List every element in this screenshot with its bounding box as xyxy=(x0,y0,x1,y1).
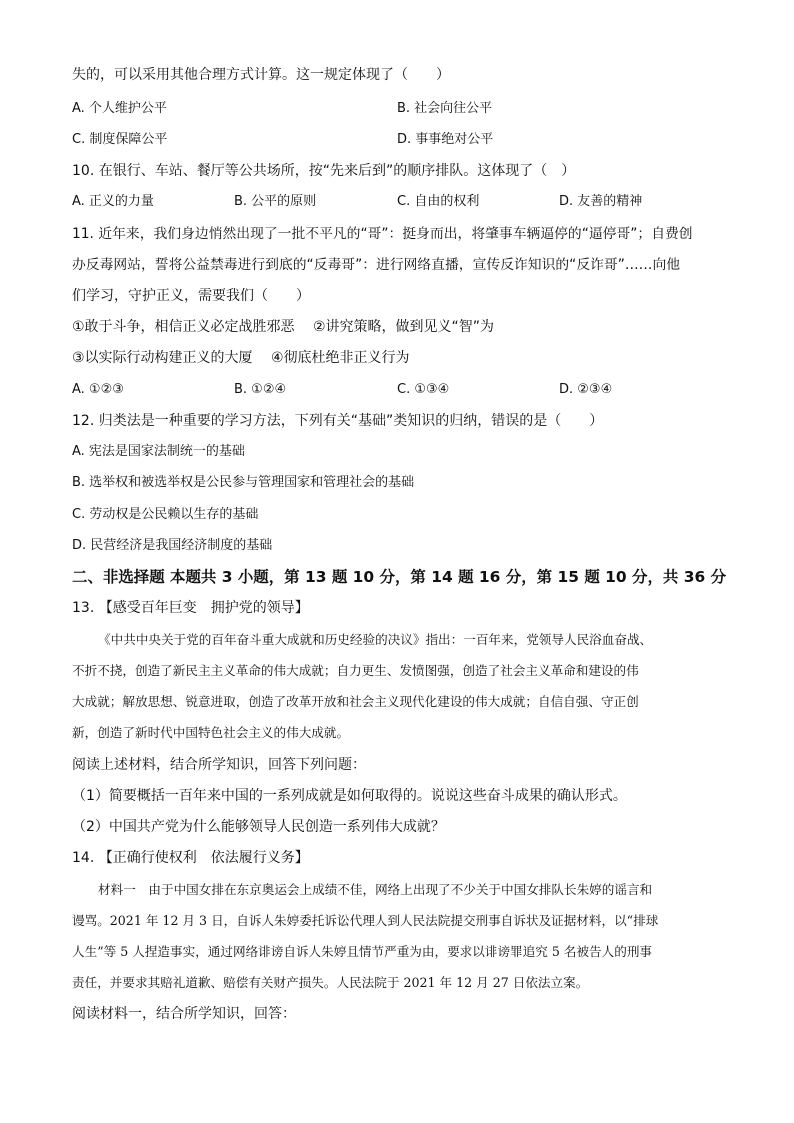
q9-stem-tail: 失的，可以采用其他合理方式计算。这一规定体现了（ ） xyxy=(72,67,450,83)
q14-material-line: 材料一 由于中国女排在东京奥运会上成绩不佳，网络上出现了不少关于中国女排队长朱婷的谣言和 xyxy=(98,882,653,897)
q9-option-b: B. 社会向往公平 xyxy=(397,101,493,116)
q14-material-line: 责任，并要求其赔礼道歉、赔偿有关财产损失。人民法院于 2021 年 12 月 27 日依法立案。 xyxy=(72,975,589,990)
q11-option-a: A. ①②③ xyxy=(72,382,124,397)
q13-material-line: 新，创造了新时代中国特色社会主义的伟大成就。 xyxy=(72,725,350,740)
q11-stem-line: 们学习，守护正义，需要我们（ ） xyxy=(72,288,310,304)
q13-material-line: 不折不挠，创造了新民主主义革命的伟大成就；自力更生、发愤图强，创造了社会主义革命和建设的伟 xyxy=(72,663,639,678)
q13-material-line: 《中共中央关于党的百年奋斗重大成就和历史经验的决议》指出：一百年来，党领导人民浴血奋战、 xyxy=(98,632,653,647)
q11-statement: ③以实际行动构建正义的大厦 ④彻底杜绝非正义行为 xyxy=(72,350,410,366)
q13-material-line: 大成就；解放思想、锐意进取，创造了改革开放和社会主义现代化建设的伟大成就；自信自强、守正创 xyxy=(72,694,639,709)
q13-prompt: 阅读上述材料，结合所学知识，回答下列问题： xyxy=(72,757,366,773)
q12-option-c: C. 劳动权是公民赖以生存的基础 xyxy=(72,507,259,522)
q14-material-line: 人生”等 5 人捏造事实，通过网络诽谤自诉人朱婷且情节严重为由，要求以诽谤罪追究 5 名被告人的刑事 xyxy=(72,944,653,959)
q14-title: 14. 【正确行使权利 依法履行义务】 xyxy=(72,850,309,866)
q11-option-d: D. ②③④ xyxy=(559,382,613,397)
q12-option-d: D. 民营经济是我国经济制度的基础 xyxy=(72,538,273,553)
q11-statement: ①敢于斗争，相信正义必定战胜邪恶 ②讲究策略，做到见义“智”为 xyxy=(72,319,495,335)
q10-stem: 10. 在银行、车站、餐厅等公共场所，按“先来后到”的顺序排队。这体现了（ ） xyxy=(72,163,576,179)
q9-option-c: C. 制度保障公平 xyxy=(72,132,168,147)
q10-option-b: B. 公平的原则 xyxy=(234,194,317,209)
q14-material-line: 谩骂。2021 年 12 月 3 日，自诉人朱婷委托诉讼代理人到人民法院提交刑事自诉状及证据材料，以“排球 xyxy=(72,913,659,928)
q12-stem: 12. 归类法是一种重要的学习方法，下列有关“基础”类知识的归纳，错误的是（ ） xyxy=(72,413,604,429)
q12-option-b: B. 选举权和被选举权是公民参与管理国家和管理社会的基础 xyxy=(72,475,415,490)
q10-option-a: A. 正义的力量 xyxy=(72,194,154,209)
q13-sub-question-2: （2）中国共产党为什么能够领导人民创造一系列伟大成就？ xyxy=(72,819,445,835)
q14-prompt: 阅读材料一，结合所学知识，回答： xyxy=(72,1006,296,1022)
q9-option-d: D. 事事绝对公平 xyxy=(397,132,494,147)
q11-option-b: B. ①②④ xyxy=(234,382,287,397)
q13-sub-question-1: （1）简要概括一百年来中国的一系列成就是如何取得的。说说这些奋斗成果的确认形式。 xyxy=(72,788,627,804)
q13-title: 13. 【感受百年巨变 拥护党的领导】 xyxy=(72,600,309,616)
q11-stem-line: 11. 近年来，我们身边悄然出现了一批不平凡的“哥”：挺身而出，将肇事车辆逼停的“逼停哥”；自费创 xyxy=(72,226,693,242)
q11-stem-line: 办反毒网站，誓将公益禁毒进行到底的“反毒哥”：进行网络直播，宣传反诈知识的“反诈哥”……向他 xyxy=(72,257,681,273)
q10-option-c: C. 自由的权利 xyxy=(397,194,480,209)
q10-option-d: D. 友善的精神 xyxy=(559,194,643,209)
q12-option-a: A. 宪法是国家法制统一的基础 xyxy=(72,444,245,459)
q11-option-c: C. ①③④ xyxy=(397,382,450,397)
q9-option-a: A. 个人维护公平 xyxy=(72,101,167,116)
section-heading: 二、非选择题 本题共 3 小题，第 13 题 10 分，第 14 题 16 分，第 15 题 10 分，共 36 分 xyxy=(72,568,727,586)
